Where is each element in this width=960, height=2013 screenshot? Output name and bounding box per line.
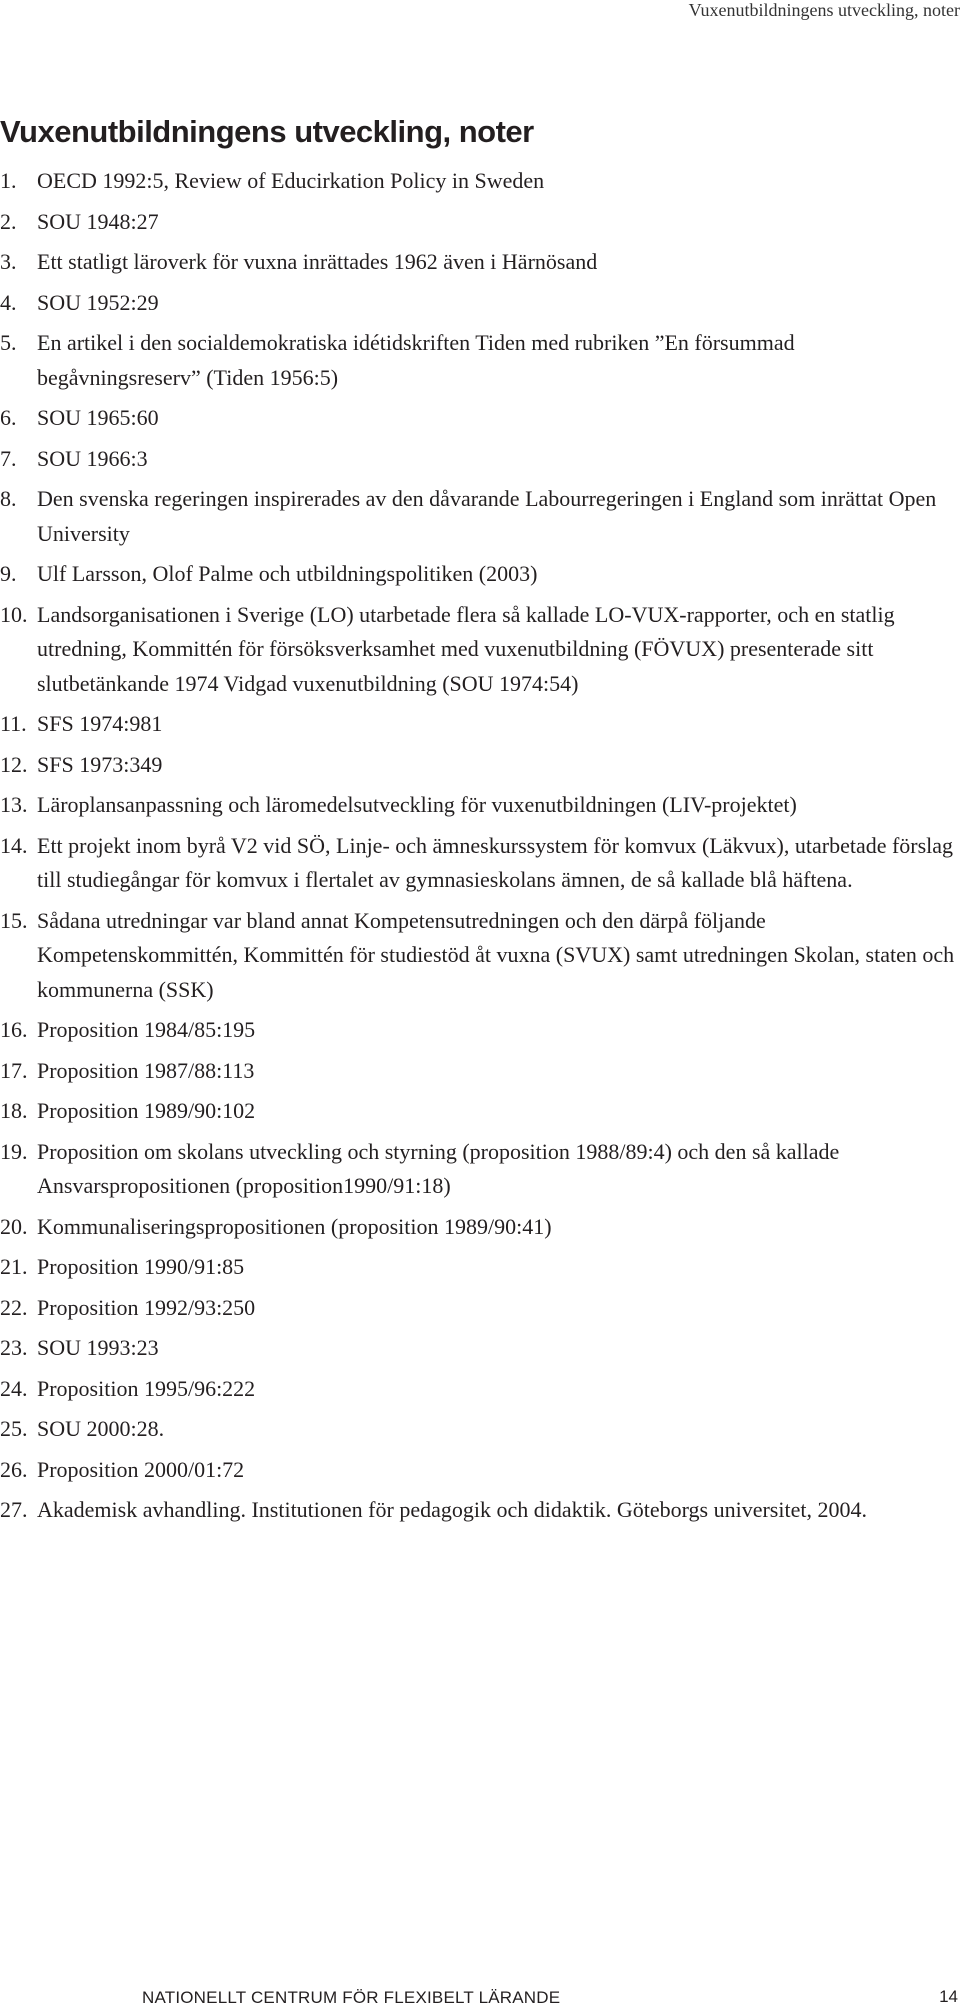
note-number: 2. — [0, 208, 17, 234]
note-number: 3. — [0, 249, 17, 274]
note-item-3 — [0, 245, 958, 280]
note-number: 10. — [0, 601, 28, 627]
note-number: 26. — [0, 1456, 28, 1482]
note-text: Proposition 2000/01:72 — [37, 1456, 245, 1482]
note-item-1 — [0, 164, 958, 199]
note-text: Proposition 1992/93:250 — [37, 1294, 256, 1320]
note-text: Proposition 1990/91:85 — [37, 1254, 245, 1279]
note-number: 4. — [0, 289, 17, 315]
note-item-21 — [0, 1250, 958, 1285]
note-text: Sådana utredningar var bland annat Kompetensutredningen och den därpå följande Kompetenskommittén, Kommittén för studiestöd åt vuxna (SVUX) samt utredningen Skolan, staten och kommunerna (SSK) — [37, 907, 955, 1002]
note-text: Kommunaliseringspropositionen (proposition 1989/90:41) — [37, 1213, 552, 1239]
note-item-9 — [0, 557, 958, 592]
note-item-19 — [0, 1135, 958, 1204]
note-item-13 — [0, 788, 958, 823]
note-number: 17. — [0, 1057, 28, 1083]
note-number: 15. — [0, 907, 28, 933]
note-item-22 — [0, 1291, 958, 1326]
note-number: 7. — [0, 445, 17, 471]
running-header: Vuxenutbildningens utveckling, noter — [688, 0, 960, 20]
note-text: SOU 1952:29 — [37, 289, 159, 315]
note-text: Läroplansanpassning och läromedelsutveckling för vuxenutbildningen (LIV-projektet) — [37, 792, 797, 817]
note-number: 27. — [0, 1497, 28, 1522]
note-number: 24. — [0, 1375, 28, 1401]
note-number: 5. — [0, 330, 17, 355]
page-title: Vuxenutbildningens utveckling, noter — [0, 114, 534, 149]
note-number: 20. — [0, 1213, 28, 1239]
note-item-16 — [0, 1013, 958, 1048]
note-text: Landsorganisationen i Sverige (LO) utarbetade flera så kallade LO-VUX-rapporter, och en statlig utredning, Kommittén för försöksverksamhet med vuxenutbildning (FÖVUX) presenterade sitt slutbetänkande 1974 Vidgad vuxenutbildning (SOU 1974:54) — [37, 601, 895, 696]
note-text: Den svenska regeringen inspirerades av den dåvarande Labourregeringen i England som inrättat Open University — [37, 486, 937, 546]
note-number: 11. — [0, 711, 27, 736]
note-number: 19. — [0, 1138, 28, 1164]
note-number: 9. — [0, 561, 17, 586]
note-number: 13. — [0, 792, 28, 817]
note-text: Ulf Larsson, Olof Palme och utbildningspolitiken (2003) — [37, 561, 538, 586]
note-text: SOU 1966:3 — [37, 445, 148, 471]
note-item-6 — [0, 401, 958, 436]
note-number: 23. — [0, 1335, 28, 1360]
note-text: Proposition 1995/96:222 — [37, 1375, 256, 1401]
note-number: 16. — [0, 1017, 28, 1042]
note-text: OECD 1992:5, Review of Educirkation Policy in Sweden — [37, 168, 545, 193]
note-text: SOU 1993:23 — [37, 1335, 159, 1360]
note-text: SOU 2000:28. — [37, 1416, 165, 1441]
note-number: 25. — [0, 1416, 28, 1441]
note-text: SFS 1974:981 — [37, 711, 163, 736]
note-text: Proposition 1984/85:195 — [37, 1017, 256, 1042]
note-number: 12. — [0, 751, 28, 777]
note-number: 1. — [0, 168, 17, 193]
note-number: 21. — [0, 1254, 28, 1279]
note-text: Ett projekt inom byrå V2 vid SÖ, Linje- och ämneskurssystem för komvux (Läkvux), utarbetade förslag till studiegångar för komvux i flertalet av gymnasieskolans ämnen, de så kallade blå häftena. — [37, 832, 954, 892]
note-number: 22. — [0, 1294, 28, 1320]
note-text: Proposition 1987/88:113 — [37, 1057, 255, 1083]
note-item-27 — [0, 1493, 958, 1528]
note-item-7 — [0, 442, 958, 477]
note-item-26 — [0, 1453, 958, 1488]
note-item-11 — [0, 707, 958, 742]
note-text: En artikel i den socialdemokratiska idétidskriften Tiden med rubriken ”En försummad begåvningsreserv” (Tiden 1956:5) — [37, 330, 795, 390]
note-item-23 — [0, 1331, 958, 1366]
note-text: Proposition 1989/90:102 — [37, 1098, 256, 1123]
note-text: Proposition om skolans utveckling och styrning (proposition 1988/89:4) och den så kallade Ansvarspropositionen (proposition1990/91:18) — [37, 1138, 840, 1198]
note-number: 14. — [0, 832, 28, 858]
note-item-15 — [0, 904, 958, 1008]
note-item-2 — [0, 205, 958, 240]
note-item-24 — [0, 1372, 958, 1407]
note-text: SOU 1965:60 — [37, 405, 159, 430]
footer-organization: NATIONELLT CENTRUM FÖR FLEXIBELT LÄRANDE — [142, 1988, 561, 2007]
note-item-20 — [0, 1210, 958, 1245]
note-item-17 — [0, 1054, 958, 1089]
note-item-18 — [0, 1094, 958, 1129]
note-text: SOU 1948:27 — [37, 208, 159, 234]
note-number: 18. — [0, 1098, 28, 1123]
note-text: Akademisk avhandling. Institutionen för pedagogik och didaktik. Göteborgs universitet, 2004. — [37, 1497, 867, 1522]
note-item-12 — [0, 748, 958, 783]
note-number: 6. — [0, 405, 17, 430]
note-item-10 — [0, 598, 958, 702]
note-item-5 — [0, 326, 958, 395]
note-text: Ett statligt läroverk för vuxna inrättades 1962 även i Härnösand — [37, 249, 598, 274]
note-item-8 — [0, 482, 958, 551]
note-item-4 — [0, 286, 958, 321]
note-item-14 — [0, 829, 958, 898]
note-number: 8. — [0, 486, 17, 511]
notes-list — [0, 164, 958, 1534]
page-number: 14 — [939, 1987, 958, 2006]
note-item-25 — [0, 1412, 958, 1447]
note-text: SFS 1973:349 — [37, 751, 163, 777]
